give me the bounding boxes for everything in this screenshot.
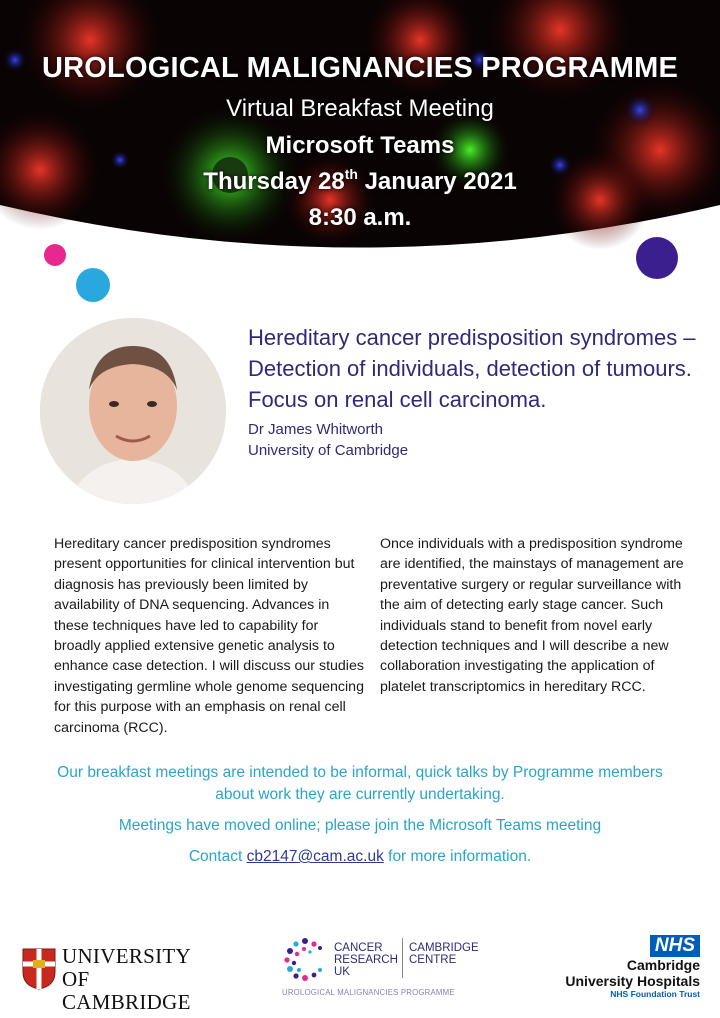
programme-caption: UROLOGICAL MALIGNANCIES PROGRAMME xyxy=(282,988,455,997)
centre-line-1: CAMBRIDGE xyxy=(409,942,479,954)
meeting-intro: Our breakfast meetings are intended to be informal, quick talks by Programme members about work they are currently undertaking. xyxy=(57,764,663,803)
cyan-dot xyxy=(76,268,110,302)
cancer-research-wordmark xyxy=(334,942,398,978)
cambridge-line-1: UNIVERSITY OF xyxy=(62,944,191,991)
purple-dot xyxy=(636,237,678,279)
contact-line xyxy=(0,846,720,868)
event-time: 8:30 a.m. xyxy=(308,204,412,231)
cambridge-line-2: CAMBRIDGE xyxy=(62,990,191,1014)
speaker-affiliation: University of Cambridge xyxy=(248,442,409,459)
centre-line-2: CENTRE xyxy=(409,954,457,966)
header-banner xyxy=(0,0,720,255)
event-platform: Microsoft Teams xyxy=(265,132,455,159)
nhs-cambridge-logo xyxy=(548,935,700,1005)
contact-email-link[interactable]: cb2147@cam.ac.uk xyxy=(246,848,384,865)
talk-details xyxy=(248,322,698,461)
date-prefix: Thursday 28 xyxy=(203,168,345,195)
event-subtitle: Virtual Breakfast Meeting xyxy=(226,95,494,122)
cambridge-university-logo xyxy=(22,944,222,1014)
speaker-photo xyxy=(40,318,226,504)
pink-dot xyxy=(44,244,66,266)
speaker-portrait xyxy=(40,318,226,504)
abstract-right-column: Once individuals with a predisposition syndrome are identified, the mainstays of management are preventative surgery or regular surveillance with the aim of detecting early stage cancer. Such individuals stand to benefit from novel early detection techniques and I will describe a new collaboration investigating the application of platelet transcriptomics in hereditary RCC. xyxy=(380,536,684,695)
date-rest: January 2021 xyxy=(357,168,517,195)
cambridge-centre-wordmark xyxy=(409,942,479,966)
contact-prefix: Contact xyxy=(188,848,247,865)
cambridge-wordmark xyxy=(62,945,222,1014)
date-ordinal: th xyxy=(344,166,358,182)
cr-line-1: CANCER xyxy=(334,942,383,954)
event-date xyxy=(0,168,720,196)
nhs-line-1: Cambridge xyxy=(626,957,700,973)
cr-line-2: RESEARCH xyxy=(334,954,398,966)
abstract-left-column: Hereditary cancer predisposition syndromes present opportunities for clinical intervention but diagnosis has previously been limited by availability of DNA sequencing. Advances in these techniques have led to capability for broadly applied extensive genetic analysis to enhance case detection. I will discuss our studies investigating germline whole genome sequencing for this purpose with an emphasis on renal cell carcinoma (RCC). xyxy=(54,536,364,736)
nhs-line-2: University Hospitals xyxy=(565,973,700,989)
nhs-badge: NHS xyxy=(650,935,700,957)
contact-suffix: for more information. xyxy=(383,848,532,865)
nhs-trust: NHS Foundation Trust xyxy=(610,989,700,999)
meeting-online-note: Meetings have moved online; please join the Microsoft Teams meeting xyxy=(118,817,602,834)
talk-focus: Focus on renal cell carcinoma. xyxy=(248,387,547,412)
cambridge-shield-icon xyxy=(22,948,56,990)
cancer-research-uk-logo xyxy=(282,934,482,1002)
speaker-name: Dr James Whitworth xyxy=(248,421,384,438)
logo-divider xyxy=(402,938,403,978)
event-title: UROLOGICAL MALIGNANCIES PROGRAMME xyxy=(41,52,678,84)
cancer-research-dots-icon xyxy=(282,936,328,982)
talk-title: Hereditary cancer predisposition syndromes – Detection of individuals, detection of tumours. xyxy=(248,325,696,381)
cr-line-3: UK xyxy=(334,966,350,978)
